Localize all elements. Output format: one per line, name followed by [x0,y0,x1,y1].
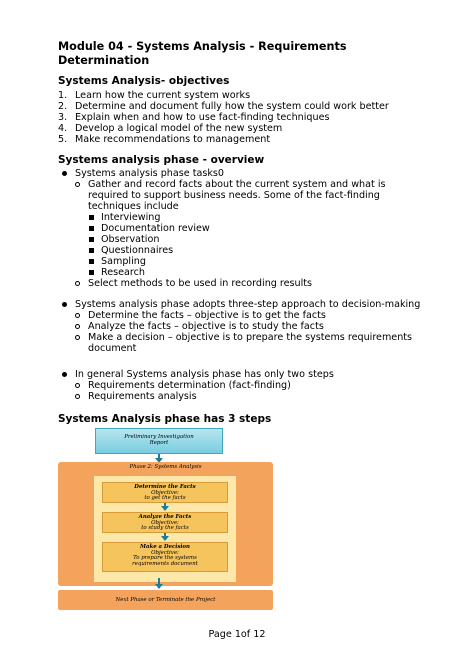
objective-number: 1. [58,90,68,101]
objective-item: Determine and document fully how the system could work better [75,101,389,112]
preliminary-investigation-box [95,428,223,454]
prelim-line-2: Report [149,440,169,446]
phase-inner [94,476,236,582]
gather-line-2: required to support business needs. Some of the fact-finding [88,190,380,201]
step3-description-2: requirements document [132,560,198,567]
bullet-circle [75,182,80,187]
step-item: Make a decision – objective is to prepare the systems requirements [88,332,413,343]
step3-title: Make a Decision [140,544,190,550]
next-phase-box: Next Phase or Terminate the Project [58,590,273,610]
objective-item: Develop a logical model of the new system [75,123,283,134]
phase-title: Phase 2: Systems Analysis [129,464,202,470]
page-title: Module 04 - Systems Analysis - Requirements Determination [58,40,347,67]
bullet-circle [75,394,80,399]
diagram-heading: Systems Analysis phase has 3 steps [58,413,272,425]
step-determine-facts [102,482,228,503]
step-analyze-facts [102,512,228,533]
technique-item: Research [101,267,146,278]
page-number: Page 1of 12 [208,629,266,640]
step1-description: to get the facts [144,495,186,502]
bullet-dot [62,372,67,377]
phase-box [58,462,273,586]
objective-number: 5. [58,134,68,145]
technique-item: Questionnaires [101,245,174,256]
objective-item: Make recommendations to management [75,134,271,145]
gather-line-3: techniques include [88,201,179,212]
systems-analysis-diagram [58,428,273,615]
bullet-dot [62,302,67,307]
technique-item: Documentation review [101,223,210,234]
bullet-circle [75,324,80,329]
gather-line-1: Gather and record facts about the current system and what is [88,179,386,190]
step1-objective-label: Objective: [151,489,179,496]
bullet-square [89,270,94,275]
bullet-circle [75,281,80,286]
tasks-label: Systems analysis phase tasks0 [75,168,225,179]
step3-description-1: To prepare the systems [133,555,197,562]
down-arrow-icon [161,506,169,511]
bullet-square [89,248,94,253]
down-arrow-icon [155,584,163,589]
technique-item: Observation [101,234,160,245]
bullet-circle [75,335,80,340]
objective-number: 2. [58,101,68,112]
step2-description: to study the facts [141,525,189,532]
prelim-line-1: Preliminary Investigation [124,434,194,440]
step2-objective-label: Objective: [151,519,179,526]
technique-item: Sampling [101,256,146,267]
objectives-heading: Systems Analysis- objectives [58,75,230,87]
bullet-square [89,237,94,242]
objective-item: Explain when and how to use fact-finding techniques [75,112,330,123]
step1-title: Determine the Facts [134,484,196,490]
bullet-circle [75,383,80,388]
step-item-continued: document [88,343,137,354]
two-step-item: Requirements determination (fact-finding) [88,380,291,391]
three-step-item: Systems analysis phase adopts three-step approach to decision-making [75,299,421,310]
bullet-square [89,259,94,264]
down-arrow-icon [161,536,169,541]
bullet-square [89,215,94,220]
bullet-square [89,226,94,231]
step3-objective-label: Objective: [151,549,179,556]
step-make-decision [102,542,228,572]
objective-item: Learn how the current system works [75,90,251,101]
objective-number: 3. [58,112,68,123]
two-step-item: Requirements analysis [88,391,197,402]
technique-item: Interviewing [101,212,161,223]
step-item: Analyze the facts – objective is to study the facts [88,321,324,332]
overview-heading: Systems analysis phase - overview [58,154,265,166]
select-methods: Select methods to be used in recording results [88,278,313,289]
objective-number: 4. [58,123,68,134]
bullet-circle [75,313,80,318]
step2-title: Analyze the Facts [138,514,192,520]
general-item: In general Systems analysis phase has only two steps [75,369,334,380]
bullet-dot [62,171,67,176]
step-item: Determine the facts – objective is to get the facts [88,310,326,321]
